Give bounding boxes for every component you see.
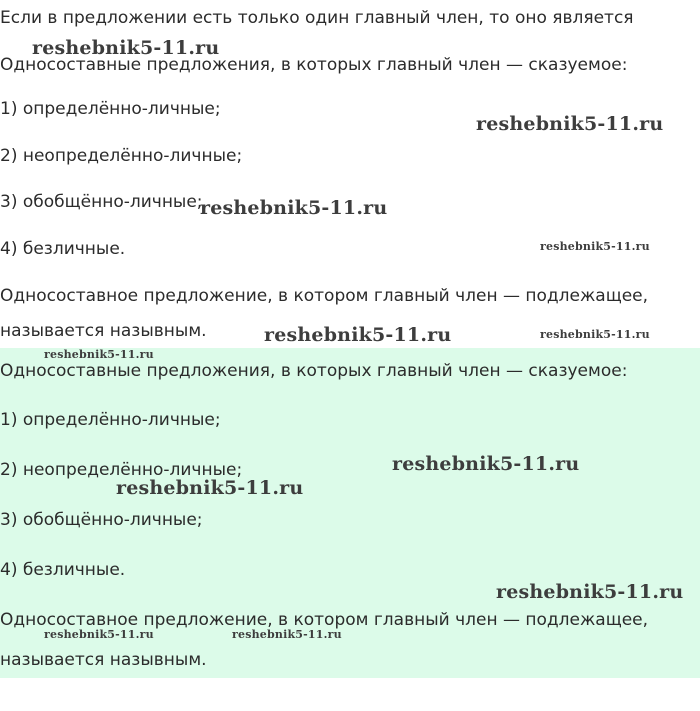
watermark: reshebnik5-11.ru: [44, 348, 154, 361]
highlighted-subject-line-2: называется назывным.: [0, 650, 207, 670]
watermark: reshebnik5-11.ru: [116, 477, 304, 499]
watermark: reshebnik5-11.ru: [200, 197, 388, 219]
highlighted-item-4: 4) безличные.: [0, 560, 126, 580]
answer-item-2: 2) неопределённо-личные;: [0, 146, 243, 166]
highlighted-item-3: 3) обобщённо-личные;: [0, 510, 203, 530]
watermark: reshebnik5-11.ru: [496, 581, 684, 603]
watermark: reshebnik5-11.ru: [32, 37, 220, 59]
watermark: reshebnik5-11.ru: [264, 324, 452, 346]
watermark: reshebnik5-11.ru: [540, 240, 650, 253]
watermark: reshebnik5-11.ru: [476, 113, 664, 135]
watermark: reshebnik5-11.ru: [540, 328, 650, 341]
highlighted-subject-line-1: Односоставное предложение, в котором главный член — подлежащее,: [0, 610, 649, 630]
answer-subject-line-1: Односоставное предложение, в котором главный член — подлежащее,: [0, 286, 649, 306]
answer-item-4: 4) безличные.: [0, 239, 126, 259]
highlighted-item-2: 2) неопределённо-личные;: [0, 460, 243, 480]
watermark: reshebnik5-11.ru: [232, 628, 342, 641]
highlighted-item-1: 1) определённо-личные;: [0, 410, 221, 430]
question-text: Если в предложении есть только один главный член, то оно является: [0, 8, 634, 28]
watermark: reshebnik5-11.ru: [44, 628, 154, 641]
answer-subject-line-2: называется назывным.: [0, 321, 207, 341]
watermark: reshebnik5-11.ru: [392, 453, 580, 475]
answer-heading: Односоставные предложения, в которых главный член — сказуемое:: [0, 55, 628, 75]
highlighted-heading: Односоставные предложения, в которых главный член — сказуемое:: [0, 361, 628, 381]
answer-item-3: 3) обобщённо-личные;: [0, 192, 203, 212]
answer-item-1: 1) определённо-личные;: [0, 99, 221, 119]
